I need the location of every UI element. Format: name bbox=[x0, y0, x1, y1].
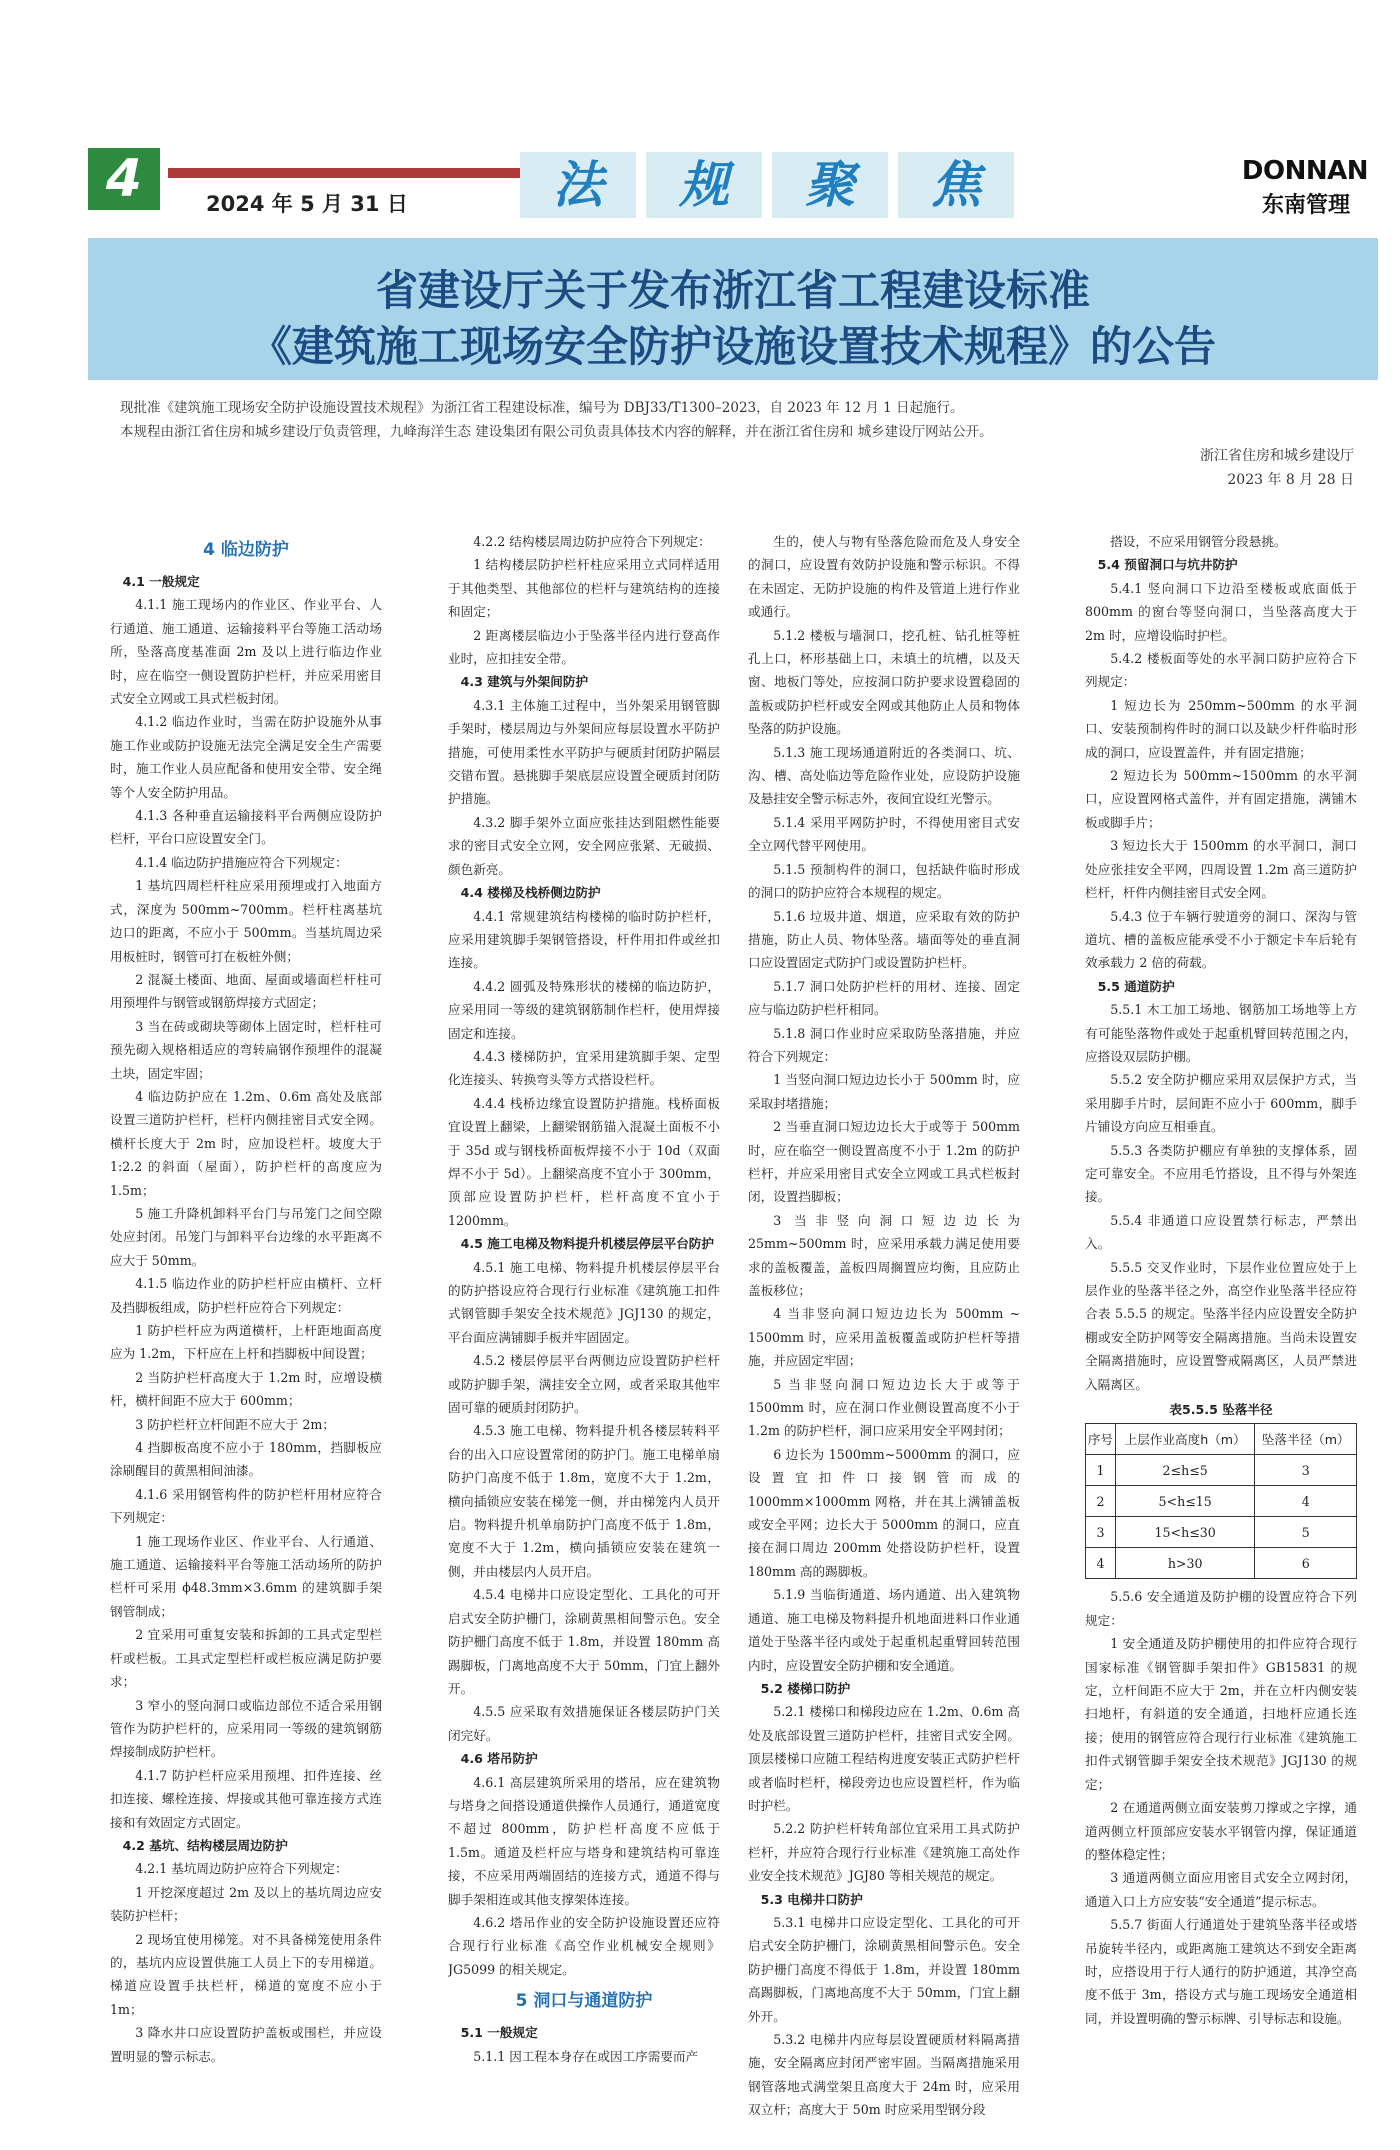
section-heading: 4.2 基坑、结构楼层周边防护 bbox=[122, 1837, 288, 1853]
body-paragraph: 5.5.5 交叉作业时，下层作业位置应处于上层作业的坠落半径之外，高空作业坠落半径应符合表 5.5.5 的规定。坠落半径内应设置安全防护棚或安全防护网等安全隔离措施。当尚未设置安全隔离措施时，应设置警戒隔离区，人员严禁进入隔离区。 bbox=[1085, 1259, 1357, 1392]
body-paragraph: 4.5.4 电梯井口应设定型化、工具化的可开启式安全防护栅门，涂刷黄黑相间警示色。安全防护栅门高度不低于 1.8m，并设置 180mm 高踢脚板，门离地高度不大于 50mm，门宜上翻外开。 bbox=[448, 1587, 720, 1696]
body-paragraph: 4.5.5 应采取有效措施保证各楼层防护门关闭完好。 bbox=[448, 1704, 720, 1743]
section-heading: 5.3 电梯井口防护 bbox=[760, 1891, 863, 1907]
body-paragraph: 3 防护栏杆立杆间距不应大于 2m； bbox=[135, 1416, 335, 1432]
body-paragraph: 5.5.4 非通道口应设置禁行标志，严禁出入。 bbox=[1085, 1212, 1357, 1252]
body-paragraph: 3 当在砖或砌块等砌体上固定时，栏杆柱可预先砌入规格相适应的弯转扁钢作预埋件的混凝土块，固定牢固； bbox=[110, 1018, 382, 1081]
table-cell: 2≤h≤5 bbox=[1115, 1455, 1254, 1486]
table-row bbox=[1086, 1517, 1357, 1548]
body-paragraph: 5.4.2 楼板面等处的水平洞口防护应符合下列规定： bbox=[1085, 651, 1357, 690]
column-4-upper bbox=[1085, 530, 1357, 1396]
chapter-heading: 5 洞口与通道防护 bbox=[515, 1991, 653, 2012]
section-heading: 4.4 楼梯及栈桥侧边防护 bbox=[460, 885, 601, 901]
body-paragraph: 4.1.4 临边防护措施应符合下列规定： bbox=[135, 854, 348, 870]
body-paragraph: 5.1.8 洞口作业时应采取防坠落措施，并应符合下列规定： bbox=[748, 1025, 1020, 1064]
body-paragraph: 5.2.1 楼梯口和梯段边应在 1.2m、0.6m 高处及底部设置三道防护栏杆，挂密目式安全网。顶层楼梯口应随工程结构进度安装正式防护栏杆或者临时栏杆，梯段旁边也应设置栏杆，作为临时护栏。 bbox=[748, 1704, 1020, 1813]
table-header-cell: 序号 bbox=[1086, 1424, 1116, 1455]
section-heading: 4.6 塔吊防护 bbox=[460, 1751, 538, 1767]
table-header-cell: 坠落半径（m） bbox=[1255, 1424, 1357, 1455]
table-cell: 3 bbox=[1086, 1517, 1116, 1548]
body-paragraph: 4.3.2 脚手架外立面应张挂达到阻燃性能要求的密目式安全立网，安全网应张紧、无破损、颜色新亮。 bbox=[448, 814, 720, 877]
body-paragraph: 5.3.2 电梯井内应每层设置硬质材料隔离措施，安全隔离应封闭严密牢固。当隔离措施采用钢管落地式满堂架且高度大于 24m 时，应采用双立杆；高度大于 50m 时应采用型钢分段 bbox=[748, 2032, 1020, 2118]
body-paragraph: 5.5.3 各类防护棚应有单独的支撑体系，固定可靠安全。不应用毛竹搭设，且不得与外架连接。 bbox=[1085, 1142, 1357, 1205]
body-paragraph: 5.5.1 木工加工场地、钢筋加工场地等上方有可能坠落物件或处于起重机臂回转范围之内，应搭设双层防护棚。 bbox=[1085, 1002, 1357, 1064]
page-number: 4 bbox=[105, 149, 143, 209]
section-heading: 5.2 楼梯口防护 bbox=[760, 1680, 851, 1696]
body-paragraph: 1 基坑四周栏杆柱应采用预埋或打入地面方式，深度为 500mm~700mm。栏杆柱离基坑边口的距离，不应小于 500mm。当基坑周边采用板桩时，钢管可打在板桩外侧； bbox=[110, 878, 382, 964]
intro-paragraph: 本规程由浙江省住房和城乡建设厅负责管理，九峰海洋生态 建设集团有限公司负责具体技术内容的解释，并在浙江省住房和 城乡建设厅网站公开。 bbox=[120, 424, 993, 440]
section-heading: 5.1 一般规定 bbox=[460, 2025, 538, 2041]
issue-date-signoff: 2023 年 8 月 28 日 bbox=[1227, 472, 1354, 488]
table-cell: 4 bbox=[1255, 1486, 1357, 1517]
body-paragraph: 3 当非竖向洞口短边边长为 25mm~500mm 时，应采用承载力满足使用要求的盖板覆盖，盖板四周搁置应均衡，且应防止盖板移位； bbox=[748, 1212, 1020, 1298]
table-row bbox=[1086, 1455, 1357, 1486]
issuer: 浙江省住房和城乡建设厅 bbox=[1200, 448, 1354, 464]
body-paragraph: 4.3.1 主体施工过程中，当外架采用钢管脚手架时，楼层周边与外架间应每层设置水平防护措施，可使用柔性水平防护与硬质封闭防护隔层交错布置。悬挑脚手架底层应设置全硬质封闭防护措施。 bbox=[448, 697, 720, 807]
body-paragraph: 5.1.3 施工现场通道附近的各类洞口、坑、沟、槽、高处临边等危险作业处，应设防护设施及悬挂安全警示标志外，夜间宜设红光警示。 bbox=[748, 744, 1020, 807]
body-paragraph: 5.1.4 采用平网防护时，不得使用密目式安全立网代替平网使用。 bbox=[748, 814, 1020, 854]
chapter-heading: 4 临边防护 bbox=[203, 540, 289, 560]
body-paragraph: 1 开挖深度超过 2m 及以上的基坑周边应安装防护栏杆； bbox=[110, 1884, 382, 1924]
section-title-char: 法 bbox=[520, 152, 636, 218]
table-cell: h>30 bbox=[1115, 1548, 1254, 1579]
section-heading: 5.5 通道防护 bbox=[1097, 978, 1175, 994]
section-heading: 5.4 预留洞口与坑井防护 bbox=[1097, 557, 1238, 573]
text-column-4 bbox=[1085, 530, 1357, 2130]
table-cell: 2 bbox=[1086, 1486, 1116, 1517]
body-paragraph: 5.5.6 安全通道及防护棚的设置应符合下列规定： bbox=[1085, 1589, 1357, 1628]
body-paragraph: 5.1.1 因工程本身存在或因工序需要而产 bbox=[473, 2048, 699, 2064]
column-4-lower bbox=[1085, 1585, 1357, 2030]
body-paragraph: 3 短边长大于 1500mm 的水平洞口，洞口处应张挂安全平网，四周设置 1.2m 高三道防护栏杆，杆件内侧挂密目式安全网。 bbox=[1085, 838, 1357, 901]
body-paragraph: 2 宜采用可重复安装和拆卸的工具式定型栏杆或栏板。工具式定型栏杆或栏板应满足防护要求； bbox=[110, 1627, 382, 1690]
table-cell: 3 bbox=[1255, 1455, 1357, 1486]
body-paragraph: 4.4.4 栈桥边缘宜设置防护措施。栈桥面板宜设置上翻梁，上翻梁钢筋锚入混凝土面板不小于 35d 或与钢栈桥面板焊接不小于 10d（双面焊不小于 5d）。上翻梁高度不宜小于 300mm，顶部应设置防护栏杆，栏杆高度不宜小于 1200mm。 bbox=[448, 1095, 720, 1228]
body-paragraph: 1 当竖向洞口短边边长小于 500mm 时，应采取封堵措施； bbox=[748, 1072, 1020, 1111]
body-paragraph: 5.1.7 洞口处防护栏杆的用材、连接、固定应与临边防护栏杆相同。 bbox=[748, 978, 1020, 1018]
table-cell: 15<h≤30 bbox=[1115, 1517, 1254, 1548]
body-paragraph: 4.2.2 结构楼层周边防护应符合下列规定： bbox=[473, 534, 711, 549]
section-title-char: 规 bbox=[646, 152, 762, 218]
body-paragraph: 4.2.1 基坑周边防护应符合下列规定： bbox=[135, 1861, 348, 1877]
body-paragraph: 4.4.2 圆弧及特殊形状的楼梯的临边防护，应采用同一等级的建筑钢筋制作栏杆，使用焊接固定和连接。 bbox=[448, 978, 720, 1041]
body-paragraph: 4 临边防护应在 1.2m、0.6m 高处及底部设置三道防护栏杆，栏杆内侧挂密目式安全网。横杆长度大于 2m 时，应加设栏杆。坡度大于 1:2.2 的斜面（屋面），防护栏杆的高度应为 1.5m； bbox=[110, 1088, 382, 1198]
body-paragraph: 2 现场宜使用梯笼。对不具备梯笼使用条件的，基坑内应设置供施工人员上下的专用梯道。梯道应设置手扶栏杆，梯道的宽度不应小于 1m； bbox=[110, 1931, 382, 2017]
body-paragraph: 3 窄小的竖向洞口或临边部位不适合采用钢管作为防护栏杆的，应采用同一等级的建筑钢筋焊接制成防护栏杆。 bbox=[110, 1697, 382, 1760]
body-paragraph: 5.1.6 垃圾井道、烟道，应采取有效的防护措施，防止人员、物体坠落。墙面等处的垂直洞口应设置固定式防护门或设置防护栏杆。 bbox=[748, 908, 1020, 971]
body-paragraph: 搭设，不应采用钢管分段悬挑。 bbox=[1110, 534, 1287, 549]
body-paragraph: 1 短边长为 250mm~500mm 的水平洞口、安装预制构件时的洞口以及缺少杆件临时形成的洞口，应设置盖件，并有固定措施； bbox=[1085, 697, 1357, 760]
body-paragraph: 1 防护栏杆应为两道横杆，上杆距地面高度应为 1.2m，下杆应在上杆和挡脚板中间设置； bbox=[110, 1323, 382, 1362]
body-paragraph: 5.5.7 街面人行通道处于建筑坠落半径或塔吊旋转半径内，或距离施工建筑达不到安全距离时，应搭设用于行人通行的防护通道，其净空高度不低于 3m，搭设方式与施工现场安全通道相同，并设置明确的警示标牌、引导标志和设施。 bbox=[1085, 1917, 1357, 2026]
body-paragraph: 5.5.2 安全防护棚应采用双层保护方式，当采用脚手片时，层间距不应小于 600mm，脚手片铺设方向应互相垂直。 bbox=[1085, 1072, 1357, 1135]
body-paragraph: 5 当非竖向洞口短边边长大于或等于 1500mm 时，应在洞口作业侧设置高度不小于 1.2m 的防护栏杆，洞口应采用安全平网封闭； bbox=[748, 1376, 1020, 1439]
table-cell: 5<h≤15 bbox=[1115, 1486, 1254, 1517]
body-paragraph: 5.1.2 楼板与墙洞口，挖孔桩、钻孔桩等桩孔上口，杯形基础上口，未填土的坑槽，以及天窗、地板门等处，应按洞口防护要求设置稳固的盖板或防护栏杆或安全网或其他防止人员和物体坠落的防护设施。 bbox=[748, 627, 1020, 737]
body-paragraph: 3 降水井口应设置防护盖板或围栏，并应设置明显的警示标志。 bbox=[110, 2025, 382, 2064]
body-paragraph: 4.5.3 施工电梯、物料提升机各楼层转料平台的出入口应设置常闭的防护门。施工电梯单扇防护门高度不低于 1.8m，宽度不大于 1.2m，横向插锁应安装在梯笼一侧，并由梯笼内人员开启。物料提升机单扇防护门高度不低于 1.8m，宽度不大于 1.2m，横向插锁应安装在建筑一侧，并由楼层内人员开启。 bbox=[448, 1423, 720, 1579]
body-paragraph: 4 挡脚板高度不应小于 180mm，挡脚板应涂刷醒目的黄黑相间油漆。 bbox=[110, 1440, 382, 1479]
body-paragraph: 1 安全通道及防护棚使用的扣件应符合现行国家标准《钢管脚手架扣件》GB15831 的规定，立杆间距不应大于 2m，并在立杆内侧安装扫地杆，有斜道的安全通道，扫地杆应通长连接；使用的钢管应符合现行行业标准《建筑施工扣件式钢管脚手架安全技术规范》JGJ130 的规定； bbox=[1085, 1636, 1357, 1792]
table-row bbox=[1086, 1486, 1357, 1517]
text-column-3 bbox=[748, 530, 1020, 2130]
table-cell: 1 bbox=[1086, 1455, 1116, 1486]
body-paragraph: 2 距离楼层临边小于坠落半径内进行登高作业时，应扣挂安全带。 bbox=[448, 627, 720, 667]
fall-radius-table bbox=[1085, 1423, 1357, 1579]
logo-chinese: 东南管理 bbox=[1261, 193, 1350, 218]
section-title bbox=[520, 152, 1014, 218]
body-paragraph: 生的，使人与物有坠落危险而危及人身安全的洞口，应设置有效防护设施和警示标识。不得在未固定、无防护设施的构件及管道上进行作业或通行。 bbox=[748, 534, 1020, 620]
issue-date: 2024 年 5 月 31 日 bbox=[206, 192, 408, 216]
intro-paragraph: 现批准《建筑施工现场安全防护设施设置技术规程》为浙江省工程建设标准，编号为 DBJ33/T1300–2023，自 2023 年 12 月 1 日起施行。 bbox=[120, 400, 964, 416]
masthead bbox=[88, 148, 1378, 224]
body-paragraph: 4 当非竖向洞口短边边长为 500mm ~ 1500mm 时，应采用盖板覆盖或防护栏杆等措施，并应固定牢固； bbox=[748, 1306, 1020, 1369]
body-paragraph: 4.1.1 施工现场内的作业区、作业平台、人行通道、施工通道、运输接料平台等施工活动场所，坠落高度基准面 2m 及以上进行临边作业时，应在临空一侧设置防护栏杆，并应采用密目式安全立网或工具式栏板封闭。 bbox=[110, 597, 382, 707]
headline-band bbox=[88, 238, 1378, 380]
logo-english: DONNAN bbox=[1241, 156, 1368, 186]
body-paragraph: 1 施工现场作业区、作业平台、人行通道、施工通道、运输接料平台等施工活动场所的防护栏杆可采用 ϕ48.3mm×3.6mm 的建筑脚手架钢管制成； bbox=[110, 1533, 382, 1619]
section-heading: 4.5 施工电梯及物料提升机楼层停层平台防护 bbox=[460, 1236, 714, 1252]
section-heading: 4.1 一般规定 bbox=[122, 574, 200, 589]
body-paragraph: 5.1.9 当临街通道、场内通道、出入建筑物通道、施工电梯及物料提升机地面进料口作业通道处于坠落半径内或处于起重机起重臂回转范围内时，应设置安全防护棚和安全通道。 bbox=[748, 1587, 1020, 1673]
body-paragraph: 4.6.2 塔吊作业的安全防护设施设置还应符合现行行业标准《高空作业机械安全规则》JG5099 的相关规定。 bbox=[448, 1914, 720, 1977]
announcement-signoff bbox=[1200, 444, 1354, 492]
masthead-rule bbox=[168, 168, 536, 178]
body-paragraph: 2 短边长为 500mm~1500mm 的水平洞口，应设置网格式盖件，并有固定措施，满铺木板或脚手片； bbox=[1085, 768, 1357, 830]
table-header-row bbox=[1086, 1424, 1357, 1455]
table-cell: 5 bbox=[1255, 1517, 1357, 1548]
body-paragraph: 3 通道两侧立面应用密目式安全立网封闭，通道入口上方应安装“安全通道”提示标志。 bbox=[1085, 1870, 1357, 1909]
section-title-char: 焦 bbox=[898, 152, 1014, 218]
body-paragraph: 4.1.5 临边作业的防护栏杆应由横杆、立杆及挡脚板组成，防护栏杆应符合下列规定： bbox=[110, 1276, 382, 1315]
body-paragraph: 2 当防护栏杆高度大于 1.2m 时，应增设横杆，横杆间距不应大于 600mm； bbox=[110, 1369, 382, 1409]
section-title-char: 聚 bbox=[772, 152, 888, 218]
table-row bbox=[1086, 1548, 1357, 1579]
text-column-1 bbox=[110, 530, 382, 2130]
body-paragraph: 1 结构楼层防护栏杆柱应采用立式同样适用于其他类型、其他部位的栏杆与建筑结构的连接和固定； bbox=[448, 557, 720, 620]
body-paragraph: 2 在通道两侧立面安装剪刀撑或之字撑，通道两侧立杆顶部应安装水平钢管内撑，保证通道的整体稳定性； bbox=[1085, 1800, 1357, 1862]
body-paragraph: 6 边长为 1500mm~5000mm 的洞口，应设置宜扣件口接钢管而成的 1000mm×1000mm 网格，并在其上满铺盖板或安全平网；边长大于 5000mm 的洞口，应直接在洞口周边 200mm 处搭设防护栏杆，设置 180mm 高的踢脚板。 bbox=[748, 1446, 1020, 1579]
headline-line-2: 《建筑施工现场安全防护设施设置技术规程》的公告 bbox=[249, 322, 1216, 371]
body-paragraph: 4.1.3 各种垂直运输接料平台两侧应设防护栏杆，平台口应设置安全门。 bbox=[110, 808, 382, 847]
body-paragraph: 5 施工升降机卸料平台门与吊笼门之间空隙处应封闭。吊笼门与卸料平台边缘的水平距离不应大于 50mm。 bbox=[110, 1205, 382, 1268]
body-paragraph: 4.5.1 施工电梯、物料提升机楼层停层平台的防护搭设应符合现行行业标准《建筑施工扣件式钢管脚手架安全技术规范》JGJ130 的规定，平台面应满铺脚手板并牢固固定。 bbox=[448, 1259, 720, 1345]
body-paragraph: 5.2.2 防护栏杆转角部位宜采用工具式防护栏杆，并应符合现行行业标准《建筑施工高处作业安全技术规范》JGJ80 等相关规范的规定。 bbox=[748, 1821, 1020, 1884]
announcement-intro bbox=[120, 396, 1360, 444]
body-paragraph: 5.4.1 竖向洞口下边沿至楼板或底面低于 800mm 的窗台等竖向洞口，当坠落高度大于 2m 时，应增设临时护栏。 bbox=[1085, 580, 1357, 643]
body-paragraph: 4.6.1 高层建筑所采用的塔吊，应在建筑物与塔身之间搭设通道供操作人员通行，通道宽度不超过 800mm，防护栏杆高度不应低于 1.5m。通道及栏杆应与塔身和建筑结构可靠连接，不应采用两端固结的连接方式，通道不得与脚手架相连或其他支撑架体连接。 bbox=[448, 1774, 720, 1907]
body-paragraph: 5.4.3 位于车辆行驶道旁的洞口、深沟与管道坑、槽的盖板应能承受不小于额定卡车后轮有效承载力 2 倍的荷载。 bbox=[1085, 908, 1357, 971]
page-number-box bbox=[88, 148, 160, 210]
table-caption: 表5.5.5 坠落半径 bbox=[1169, 1402, 1273, 1418]
table-cell: 4 bbox=[1086, 1548, 1116, 1579]
body-paragraph: 5.1.5 预制构件的洞口，包括缺件临时形成的洞口的防护应符合本规程的规定。 bbox=[748, 861, 1020, 901]
body-paragraph: 4.4.1 常规建筑结构楼梯的临时防护栏杆，应采用建筑脚手架钢管搭设，杆件用扣件或丝扣连接。 bbox=[448, 908, 720, 971]
body-paragraph: 4.1.2 临边作业时，当需在防护设施外从事施工作业或防护设施无法完全满足安全生产需要时，施工作业人员应配备和使用安全带、安全绳等个人安全防护用品。 bbox=[110, 714, 382, 800]
body-paragraph: 4.1.7 防护栏杆应采用预埋、扣件连接、丝扣连接、螺栓连接、焊接或其他可靠连接方式连接和有效固定方式固定。 bbox=[110, 1767, 382, 1830]
body-paragraph: 4.5.2 楼层停层平台两侧边应设置防护栏杆或防护脚手架，满挂安全立网，或者采取其他牢固可靠的硬质封闭防护。 bbox=[448, 1353, 720, 1416]
table-cell: 6 bbox=[1255, 1548, 1357, 1579]
body-paragraph: 4.4.3 楼梯防护，宜采用建筑脚手架、定型化连接头、转换弯头等方式搭设栏杆。 bbox=[448, 1048, 720, 1088]
text-column-2 bbox=[448, 530, 720, 2130]
table-header-cell: 上层作业高度h（m） bbox=[1115, 1424, 1254, 1455]
body-paragraph: 5.3.1 电梯井口应设定型化、工具化的可开启式安全防护栅门，涂刷黄黑相间警示色。安全防护栅门高度不得低于 1.8m，并设置 180mm 高踢脚板，门离地高度不大于 50mm，门宜上翻外开。 bbox=[748, 1914, 1020, 2024]
headline-line-1: 省建设厅关于发布浙江省工程建设标准 bbox=[375, 266, 1090, 315]
body-paragraph: 4.1.6 采用钢管构件的防护栏杆用材应符合下列规定： bbox=[110, 1486, 382, 1526]
body-paragraph: 2 混凝土楼面、地面、屋面或墙面栏杆柱可用预埋件与钢管或钢筋焊接方式固定； bbox=[110, 971, 382, 1011]
section-heading: 4.3 建筑与外架间防护 bbox=[460, 674, 589, 690]
body-paragraph: 2 当垂直洞口短边边长大于或等于 500mm 时，应在临空一侧设置高度不小于 1.2m 的防护栏杆，并应采用密目式安全立网或工具式栏板封闭，设置挡脚板； bbox=[748, 1119, 1020, 1205]
